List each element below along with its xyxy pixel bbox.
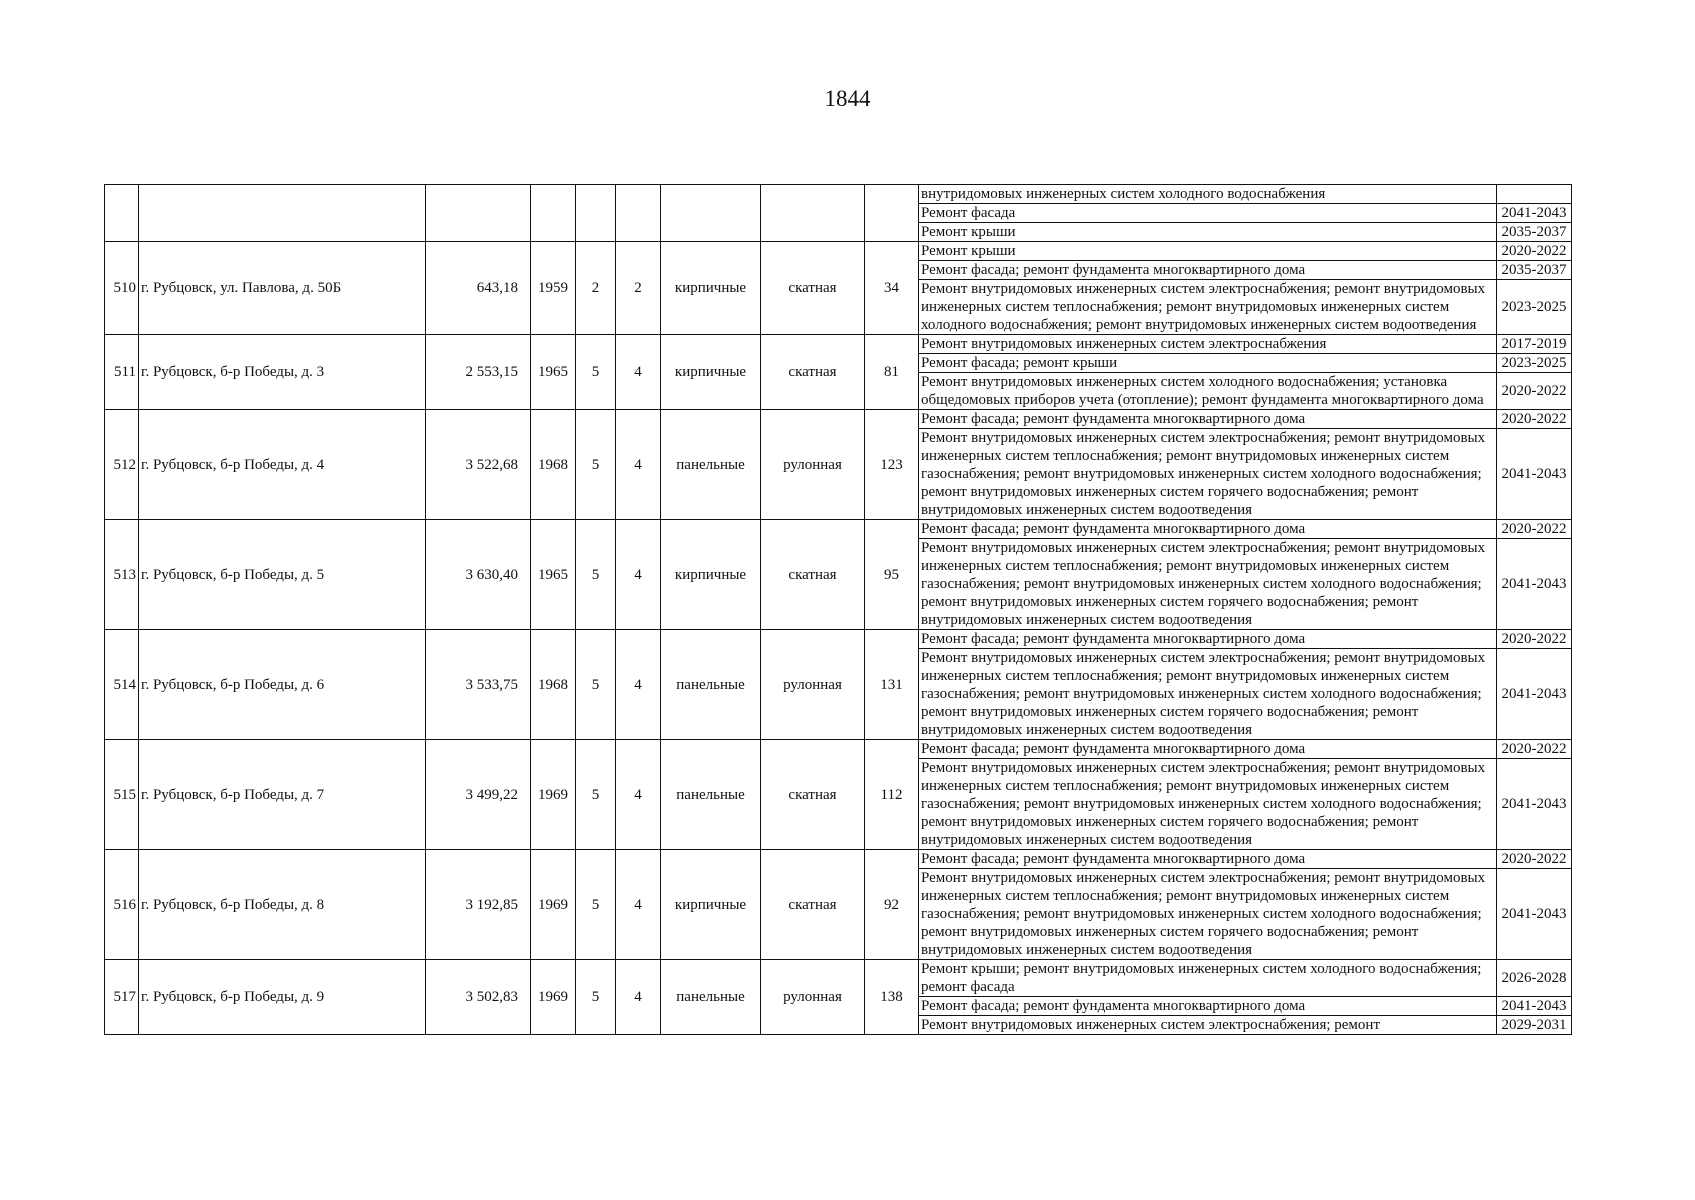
total-area: 3 192,85 [426, 850, 531, 960]
entrances: 4 [616, 960, 661, 1035]
build-year: 1965 [531, 520, 576, 630]
build-year: 1969 [531, 960, 576, 1035]
wall-material: панельные [661, 740, 761, 850]
empty-cell [865, 185, 919, 242]
build-year: 1969 [531, 850, 576, 960]
roof-type: скатная [761, 850, 865, 960]
work-description: Ремонт фасада; ремонт фундамента многоквартирного дома [919, 410, 1497, 429]
work-description: Ремонт крыши [919, 242, 1497, 261]
address: г. Рубцовск, б-р Победы, д. 9 [139, 960, 426, 1035]
address: г. Рубцовск, б-р Победы, д. 8 [139, 850, 426, 960]
address: г. Рубцовск, б-р Победы, д. 3 [139, 335, 426, 410]
floors: 5 [576, 740, 616, 850]
work-period: 2017-2019 [1497, 335, 1572, 354]
build-year: 1965 [531, 335, 576, 410]
roof-type: рулонная [761, 410, 865, 520]
work-description: Ремонт фасада; ремонт крыши [919, 354, 1497, 373]
wall-material: панельные [661, 410, 761, 520]
table-row [105, 242, 1572, 261]
residents: 138 [865, 960, 919, 1035]
address: г. Рубцовск, ул. Павлова, д. 50Б [139, 242, 426, 335]
work-description: Ремонт фасада; ремонт фундамента многоквартирного дома [919, 520, 1497, 539]
empty-cell [576, 185, 616, 242]
work-period: 2023-2025 [1497, 354, 1572, 373]
residents: 123 [865, 410, 919, 520]
total-area: 3 533,75 [426, 630, 531, 740]
work-description: Ремонт внутридомовых инженерных систем электроснабжения; ремонт внутридомовых инженерных систем теплоснабжения; ремонт внутридомовых инженерных систем газоснабжения; ремонт внутридомовых инженерных систем холодного водоснабжения; ремонт внутридомовых инженерных систем горячего водоснабжения; ремонт внутридомовых инженерных систем водоотведения [919, 759, 1497, 850]
work-description: Ремонт фасада; ремонт фундамента многоквартирного дома [919, 850, 1497, 869]
build-year: 1968 [531, 410, 576, 520]
roof-type: рулонная [761, 960, 865, 1035]
residents: 95 [865, 520, 919, 630]
entrances: 4 [616, 850, 661, 960]
floors: 5 [576, 850, 616, 960]
work-description: Ремонт крыши; ремонт внутридомовых инженерных систем холодного водоснабжения; ремонт фасада [919, 960, 1497, 997]
table-row [105, 740, 1572, 759]
total-area: 3 630,40 [426, 520, 531, 630]
residents: 131 [865, 630, 919, 740]
roof-type: скатная [761, 520, 865, 630]
work-description: Ремонт фасада; ремонт фундамента многоквартирного дома [919, 740, 1497, 759]
floors: 5 [576, 335, 616, 410]
residents: 81 [865, 335, 919, 410]
floors: 5 [576, 960, 616, 1035]
empty-cell [426, 185, 531, 242]
record-number: 514 [105, 630, 139, 740]
roof-type: скатная [761, 242, 865, 335]
record-number: 510 [105, 242, 139, 335]
entrances: 4 [616, 335, 661, 410]
address: г. Рубцовск, б-р Победы, д. 4 [139, 410, 426, 520]
work-period: 2041-2043 [1497, 429, 1572, 520]
empty-cell [616, 185, 661, 242]
work-period: 2020-2022 [1497, 242, 1572, 261]
work-period: 2020-2022 [1497, 520, 1572, 539]
residents: 112 [865, 740, 919, 850]
empty-cell [105, 185, 139, 242]
work-period: 2035-2037 [1497, 223, 1572, 242]
build-year: 1969 [531, 740, 576, 850]
work-description: Ремонт внутридомовых инженерных систем электроснабжения; ремонт внутридомовых инженерных систем теплоснабжения; ремонт внутридомовых инженерных систем газоснабжения; ремонт внутридомовых инженерных систем холодного водоснабжения; ремонт внутридомовых инженерных систем горячего водоснабжения; ремонт внутридомовых инженерных систем водоотведения [919, 429, 1497, 520]
work-description: Ремонт внутридомовых инженерных систем электроснабжения; ремонт внутридомовых инженерных систем теплоснабжения; ремонт внутридомовых инженерных систем газоснабжения; ремонт внутридомовых инженерных систем холодного водоснабжения; ремонт внутридомовых инженерных систем горячего водоснабжения; ремонт внутридомовых инженерных систем водоотведения [919, 539, 1497, 630]
table-row [105, 520, 1572, 539]
work-period: 2035-2037 [1497, 261, 1572, 280]
work-period: 2041-2043 [1497, 869, 1572, 960]
work-period: 2041-2043 [1497, 759, 1572, 850]
work-period: 2026-2028 [1497, 960, 1572, 997]
total-area: 3 522,68 [426, 410, 531, 520]
entrances: 4 [616, 410, 661, 520]
work-period: 2020-2022 [1497, 850, 1572, 869]
work-description: Ремонт внутридомовых инженерных систем электроснабжения; ремонт внутридомовых инженерных систем теплоснабжения; ремонт внутридомовых инженерных систем газоснабжения; ремонт внутридомовых инженерных систем холодного водоснабжения; ремонт внутридомовых инженерных систем горячего водоснабжения; ремонт внутридомовых инженерных систем водоотведения [919, 649, 1497, 740]
work-period: 2041-2043 [1497, 997, 1572, 1016]
work-period: 2020-2022 [1497, 410, 1572, 429]
record-number: 512 [105, 410, 139, 520]
work-period: 2029-2031 [1497, 1016, 1572, 1035]
table-body [105, 185, 1572, 1035]
empty-cell [761, 185, 865, 242]
roof-type: рулонная [761, 630, 865, 740]
wall-material: панельные [661, 630, 761, 740]
address: г. Рубцовск, б-р Победы, д. 6 [139, 630, 426, 740]
table-row [105, 960, 1572, 997]
work-period: 2041-2043 [1497, 539, 1572, 630]
table-row [105, 335, 1572, 354]
total-area: 643,18 [426, 242, 531, 335]
work-description: Ремонт внутридомовых инженерных систем электроснабжения; ремонт [919, 1016, 1497, 1035]
residents: 92 [865, 850, 919, 960]
work-period: 2020-2022 [1497, 740, 1572, 759]
work-description: внутридомовых инженерных систем холодного водоснабжения [919, 185, 1497, 204]
empty-cell [139, 185, 426, 242]
record-number: 511 [105, 335, 139, 410]
build-year: 1959 [531, 242, 576, 335]
work-description: Ремонт фасада; ремонт фундамента многоквартирного дома [919, 261, 1497, 280]
wall-material: панельные [661, 960, 761, 1035]
roof-type: скатная [761, 335, 865, 410]
floors: 2 [576, 242, 616, 335]
build-year: 1968 [531, 630, 576, 740]
work-period: 2041-2043 [1497, 204, 1572, 223]
work-description: Ремонт внутридомовых инженерных систем электроснабжения [919, 335, 1497, 354]
work-description: Ремонт внутридомовых инженерных систем холодного водоснабжения; установка общедомовых приборов учета (отопление); ремонт фундамента многоквартирного дома [919, 373, 1497, 410]
table-row [105, 850, 1572, 869]
roof-type: скатная [761, 740, 865, 850]
address: г. Рубцовск, б-р Победы, д. 5 [139, 520, 426, 630]
work-period: 2041-2043 [1497, 649, 1572, 740]
entrances: 2 [616, 242, 661, 335]
work-description: Ремонт внутридомовых инженерных систем электроснабжения; ремонт внутридомовых инженерных систем теплоснабжения; ремонт внутридомовых инженерных систем газоснабжения; ремонт внутридомовых инженерных систем холодного водоснабжения; ремонт внутридомовых инженерных систем горячего водоснабжения; ремонт внутридомовых инженерных систем водоотведения [919, 869, 1497, 960]
entrances: 4 [616, 630, 661, 740]
record-number: 515 [105, 740, 139, 850]
floors: 5 [576, 520, 616, 630]
page-number: 1844 [824, 86, 871, 111]
address: г. Рубцовск, б-р Победы, д. 7 [139, 740, 426, 850]
wall-material: кирпичные [661, 850, 761, 960]
record-number: 516 [105, 850, 139, 960]
work-period: 2023-2025 [1497, 280, 1572, 335]
table-row [105, 630, 1572, 649]
wall-material: кирпичные [661, 335, 761, 410]
work-description: Ремонт фасада; ремонт фундамента многоквартирного дома [919, 997, 1497, 1016]
floors: 5 [576, 630, 616, 740]
empty-cell [531, 185, 576, 242]
work-period: 2020-2022 [1497, 373, 1572, 410]
table-row [105, 410, 1572, 429]
total-area: 3 499,22 [426, 740, 531, 850]
record-number: 517 [105, 960, 139, 1035]
record-number: 513 [105, 520, 139, 630]
work-description: Ремонт внутридомовых инженерных систем электроснабжения; ремонт внутридомовых инженерных систем теплоснабжения; ремонт внутридомовых инженерных систем холодного водоснабжения; ремонт внутридомовых инженерных систем водоотведения [919, 280, 1497, 335]
work-description: Ремонт фасада [919, 204, 1497, 223]
total-area: 3 502,83 [426, 960, 531, 1035]
table-row [105, 185, 1572, 204]
floors: 5 [576, 410, 616, 520]
work-period [1497, 185, 1572, 204]
empty-cell [661, 185, 761, 242]
work-period: 2020-2022 [1497, 630, 1572, 649]
entrances: 4 [616, 520, 661, 630]
repair-schedule-table [104, 184, 1572, 1035]
residents: 34 [865, 242, 919, 335]
work-description: Ремонт крыши [919, 223, 1497, 242]
total-area: 2 553,15 [426, 335, 531, 410]
entrances: 4 [616, 740, 661, 850]
wall-material: кирпичные [661, 520, 761, 630]
wall-material: кирпичные [661, 242, 761, 335]
work-description: Ремонт фасада; ремонт фундамента многоквартирного дома [919, 630, 1497, 649]
